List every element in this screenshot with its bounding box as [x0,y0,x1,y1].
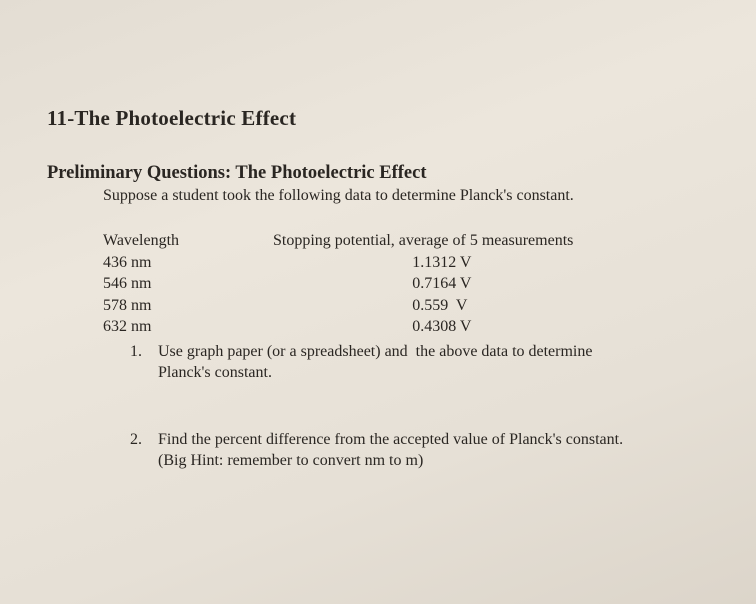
header-wavelength: Wavelength [103,232,180,249]
question-text: Find the percent difference from the accepted value of Planck's constant. [158,431,624,448]
wavelength-cell: 578 nm [103,296,152,314]
data-table [103,230,663,338]
table-row [103,295,663,317]
intro-text: Suppose a student took the following data to determine Planck's constant. [103,187,574,204]
question-number: 2. [130,431,142,448]
page-title: 11-The Photoelectric Effect [47,106,297,130]
potential-cell: 1.1312 V [412,253,472,271]
question-text: Use graph paper (or a spreadsheet) and the above data to determine [158,343,593,360]
section-title: Preliminary Questions: The Photoelectric Effect [47,163,427,183]
question-number: 1. [130,343,142,360]
wavelength-cell: 436 nm [103,253,152,271]
question-2 [130,429,740,471]
table-header [103,230,663,252]
table-row [103,316,663,338]
table-row [103,273,663,295]
header-stopping-potential: Stopping potential, average of 5 measurements [273,232,574,249]
wavelength-cell: 546 nm [103,275,152,292]
potential-cell: 0.559 V [412,296,468,314]
potential-cell: 0.4308 V [412,318,472,335]
question-1 [130,341,740,383]
question-text-continued: (Big Hint: remember to convert nm to m) [158,452,424,469]
wavelength-cell: 632 nm [103,318,152,335]
potential-cell: 0.7164 V [412,275,472,292]
table-row [103,252,663,274]
question-text-continued: Planck's constant. [158,364,272,381]
